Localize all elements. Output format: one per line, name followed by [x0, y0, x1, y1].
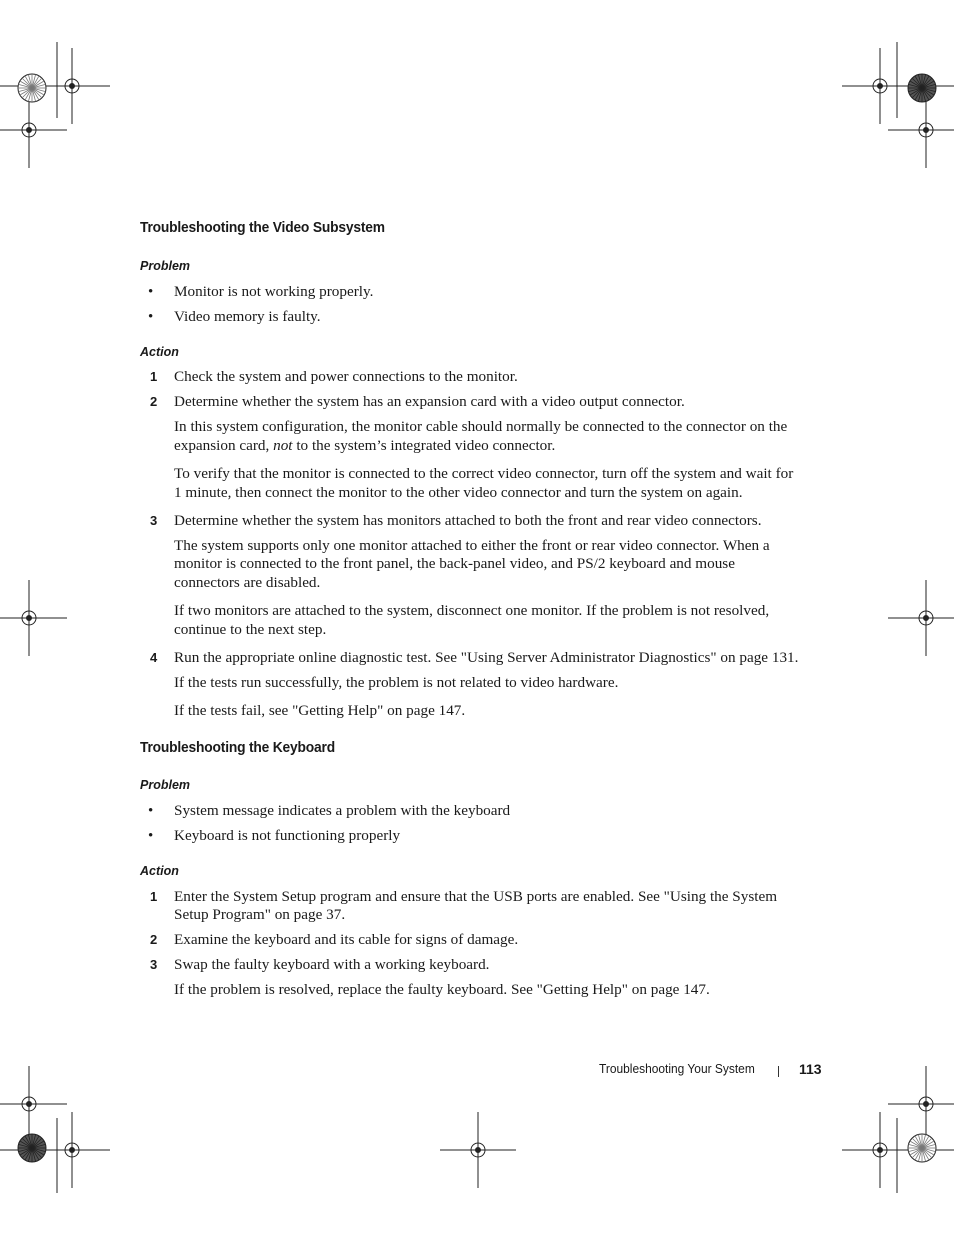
video-action-label: Action: [140, 345, 179, 359]
bullet-marker: •: [148, 803, 154, 819]
footer-divider: [778, 1066, 779, 1077]
keyboard-step-2: Examine the keyboard and its cable for signs of damage.: [174, 931, 519, 948]
step-number: 1: [150, 369, 158, 384]
keyboard-problem-item: System message indicates a problem with the keyboard: [174, 802, 511, 819]
step-number: 4: [150, 650, 158, 665]
video-step-3-note: monitor is connected to the front panel, the back-panel video, and PS/2 keyboard and mouse: [174, 555, 735, 572]
crosshair-mark: [888, 1066, 954, 1142]
step-number: 3: [150, 513, 158, 528]
video-step-3-note: continue to the next step.: [174, 621, 327, 638]
video-step-2-note: expansion card, not to the system’s integrated video connector.: [174, 437, 556, 454]
keyboard-step-3: Swap the faulty keyboard with a working keyboard.: [174, 956, 490, 973]
step-number: 1: [150, 889, 158, 904]
keyboard-problem-item: Keyboard is not functioning properly: [174, 827, 401, 844]
video-step-3-note: The system supports only one monitor attached to either the front or rear video connector. When a: [174, 537, 770, 554]
keyboard-heading: Troubleshooting the Keyboard: [140, 739, 335, 756]
keyboard-action-label: Action: [140, 864, 179, 878]
crosshair-mark: [888, 92, 954, 168]
video-heading: Troubleshooting the Video Subsystem: [140, 219, 385, 236]
keyboard-step-1: Setup Program" on page 37.: [174, 906, 346, 923]
bullet-marker: •: [148, 309, 154, 325]
crosshair-mark: [0, 580, 67, 656]
crosshair-mark: [888, 580, 954, 656]
rosette-mark: [908, 1134, 936, 1162]
video-step-2-note: In this system configuration, the monitor cable should normally be connected to the connector on the: [174, 418, 788, 435]
video-step-3-note: connectors are disabled.: [174, 574, 321, 591]
step-number: 3: [150, 957, 158, 972]
video-step-2-note: 1 minute, then connect the monitor to the other video connector and turn the system on again.: [174, 484, 743, 501]
video-step-3: Determine whether the system has monitors attached to both the front and rear video connectors.: [174, 512, 762, 529]
crosshair-mark: [842, 48, 918, 124]
video-step-3-note: If two monitors are attached to the system, disconnect one monitor. If the problem is not resolved,: [174, 602, 770, 619]
rosette-mark: [18, 1134, 46, 1162]
video-step-4-note: If the tests run successfully, the problem is not related to video hardware.: [174, 674, 619, 691]
bullet-marker: •: [148, 284, 154, 300]
video-step-4: Run the appropriate online diagnostic test. See "Using Server Administrator Diagnostics" on page 131.: [174, 649, 799, 666]
rosette-mark: [18, 74, 46, 102]
footer-page-number: 113: [799, 1061, 822, 1077]
video-problem-item: Monitor is not working properly.: [174, 283, 374, 300]
keyboard-step-3-note: If the problem is resolved, replace the faulty keyboard. See "Getting Help" on page 147.: [174, 981, 710, 998]
video-problem-label: Problem: [140, 259, 191, 273]
video-step-2-note: To verify that the monitor is connected to the correct video connector, turn off the system and wait for: [174, 465, 794, 482]
keyboard-step-1: Enter the System Setup program and ensure that the USB ports are enabled. See "Using the System: [174, 888, 778, 905]
bullet-marker: •: [148, 828, 154, 844]
video-step-2: Determine whether the system has an expansion card with a video output connector.: [174, 393, 685, 410]
video-step-1: Check the system and power connections to the monitor.: [174, 368, 518, 385]
crosshair-mark: [440, 1112, 516, 1188]
emphasis-not: not: [273, 437, 293, 454]
footer-chapter-title: Troubleshooting Your System: [599, 1061, 755, 1076]
rosette-mark: [908, 74, 936, 102]
step-number: 2: [150, 932, 158, 947]
step-number: 2: [150, 394, 158, 409]
crosshair-mark: [842, 1112, 918, 1188]
keyboard-problem-label: Problem: [140, 778, 191, 792]
video-problem-item: Video memory is faulty.: [174, 308, 321, 325]
video-step-4-note: If the tests fail, see "Getting Help" on page 147.: [174, 702, 466, 719]
